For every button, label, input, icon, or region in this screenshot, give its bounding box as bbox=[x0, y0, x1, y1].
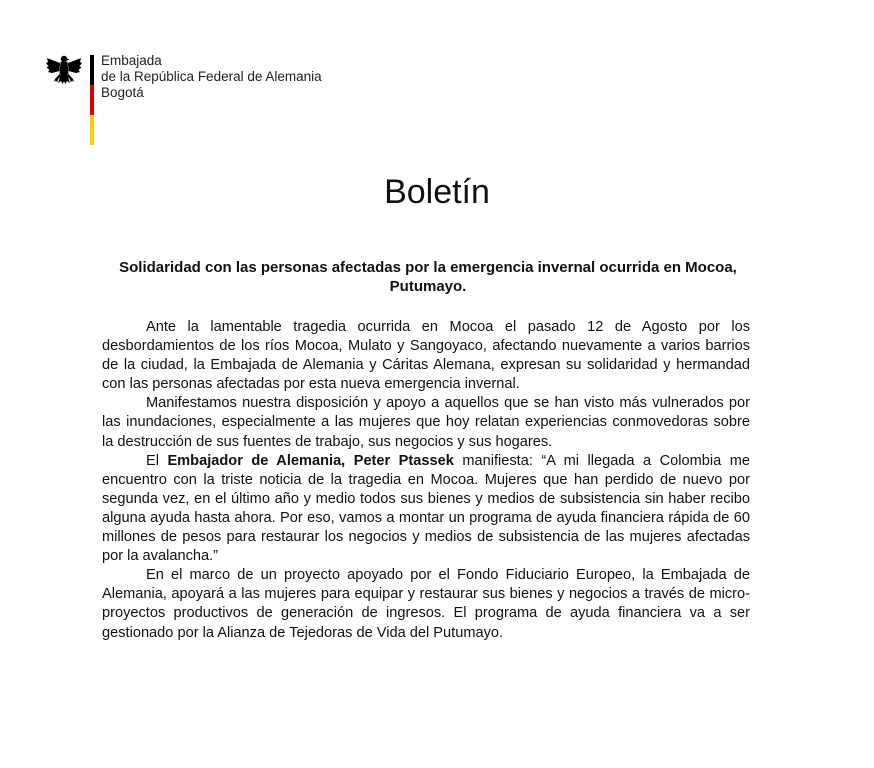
flag-black-segment bbox=[90, 55, 94, 85]
page-title: Boletín bbox=[384, 173, 490, 211]
flag-gold-segment bbox=[90, 115, 94, 145]
paragraph-3 bbox=[102, 452, 750, 567]
paragraph-2: Manifestamos nuestra disposición y apoyo a aquellos que se han visto más vulnerados por las inundaciones, especialmente a las mujeres que hoy relatan experiencias conmovedoras sobre la destrucción de sus fuentes de trabajo, sus negocios y sus hogares. bbox=[102, 395, 750, 450]
letterhead-line-republic: de la República Federal de Alemania bbox=[101, 69, 322, 84]
paragraph-3-lead: El bbox=[146, 452, 168, 469]
paragraph-1: Ante la lamentable tragedia ocurrida en Mocoa el pasado 12 de Agosto por los desbordamientos de los ríos Mocoa, Mulato y Sangoyaco, afectando nuevamente a varios barrios de la ciudad, la Embajada de Alemania y Cáritas Alemana, expresan su solidaridad y hermandad con las personas afectadas por esta nueva emergencia invernal. bbox=[102, 319, 750, 393]
letterhead-line-city: Bogotá bbox=[101, 85, 144, 100]
flag-red-segment bbox=[90, 85, 94, 115]
paragraph-3-quote: manifiesta: “A mi llegada a Colombia me encuentro con la triste noticia de la tragedia en Mocoa. Mujeres que han perdido de nuevo por segunda vez, en el último año y medio todos sus bienes y medios de subsistencia sin haber recibo alguna ayuda hasta ahora. Por eso, vamos a montar un programa de ayuda financiera rápida de 60 millones de pesos para restaurar los negocios y medios de subsistencia de las mujeres afectadas por la avalancha.” bbox=[102, 452, 750, 565]
bulletin-subtitle: Solidaridad con las personas afectadas por la emergencia invernal ocurrida en Mocoa, Putumayo. bbox=[119, 259, 737, 295]
flag-color-bar bbox=[90, 55, 94, 145]
ambassador-name: Embajador de Alemania, Peter Ptassek bbox=[167, 452, 454, 469]
embassy-letterhead bbox=[101, 53, 322, 101]
bulletin-body bbox=[102, 318, 750, 643]
letterhead-line-embajada: Embajada bbox=[101, 53, 162, 68]
federal-eagle-icon bbox=[44, 52, 84, 92]
paragraph-4: En el marco de un proyecto apoyado por el Fondo Fiduciario Europeo, la Embajada de Alemania, apoyará a las mujeres para equipar y restaurar sus bienes y negocios a través de micro-proyectos productivos de generación de ingresos. El programa de ayuda financiera va a ser gestionado por la Alianza de Tejedoras de Vida del Putumayo. bbox=[102, 567, 750, 641]
